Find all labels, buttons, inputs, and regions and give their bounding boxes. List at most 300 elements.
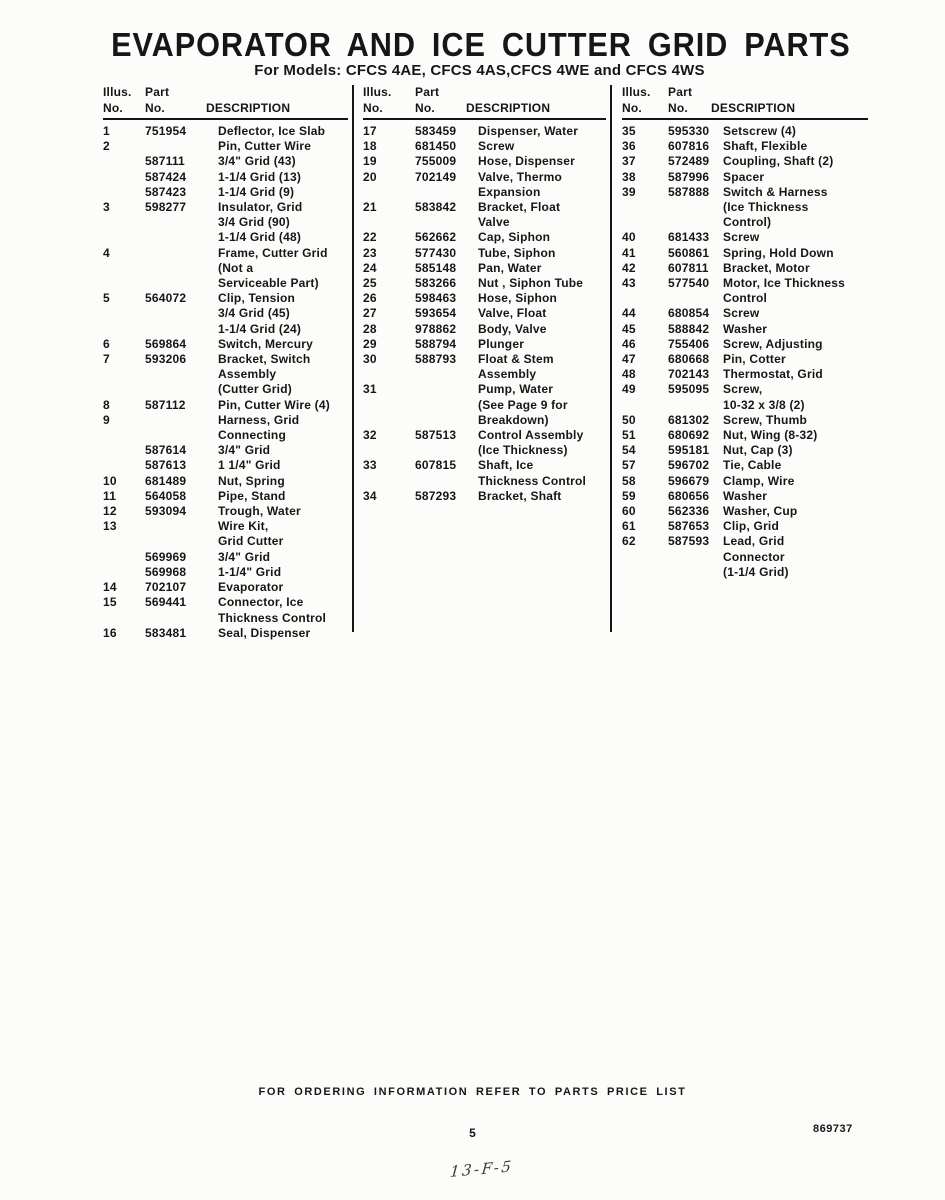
cell-part: 702143 [668,367,710,382]
cell-illus: 59 [622,488,636,503]
cell-illus: 45 [622,321,636,336]
cell-desc: Thermostat, Grid [723,367,823,382]
cell-illus: 32 [363,428,377,443]
cell-part: 598463 [415,291,457,306]
cell-part [145,276,218,291]
cell-desc: (Cutter Grid) [218,382,292,397]
cell-illus: 33 [363,458,377,473]
cell-illus: 8 [103,397,110,412]
cell-illus [622,398,668,413]
cell-desc: Spacer [723,169,765,184]
cell-illus: 36 [622,139,636,154]
cell-illus: 47 [622,352,636,367]
cell-desc: Grid Cutter [218,534,284,549]
table-row [622,337,874,352]
table-row [363,382,609,397]
illus-header: Illus. [622,85,651,99]
table-row [363,443,609,458]
cell-desc: Screw [723,306,760,321]
cell-desc: Screw, [723,382,763,397]
cell-desc: (Not a [218,260,254,275]
cell-part: 587613 [145,458,187,473]
table-row [103,367,351,382]
cell-desc: Hose, Siphon [478,291,558,306]
cell-desc: 10-32 x 3/8 (2) [723,397,805,412]
cell-part [415,413,478,428]
table-row [103,261,351,276]
cell-part [668,291,723,306]
part-header: Part [668,85,693,99]
cell-desc: Clip, Tension [218,291,296,306]
cell-desc: Nut, Wing (8-32) [723,428,818,443]
cell-desc: Pump, Water [478,382,554,397]
cell-part: 560861 [668,245,710,260]
table-row [103,458,351,473]
table-row [103,519,351,534]
cell-desc: Washer [723,321,768,336]
cell-desc: Spring, Hold Down [723,245,834,260]
cell-desc: Clamp, Wire [723,473,795,488]
table-row [622,534,874,549]
cell-desc: 1-1/4 Grid (24) [218,321,302,336]
cell-part: 583266 [415,276,457,291]
description-header: DESCRIPTION [466,101,551,115]
table-row [103,124,351,139]
cell-illus: 17 [363,124,377,138]
cell-illus: 14 [103,580,117,595]
cell-illus [103,458,145,473]
cell-illus: 31 [363,382,377,397]
table-row [363,474,609,489]
cell-part: 569969 [145,549,187,564]
cell-part [668,565,723,580]
cell-illus: 6 [103,336,110,351]
cell-desc: 1 1/4" Grid [218,458,281,473]
cell-desc: Pipe, Stand [218,488,286,503]
cell-part [145,519,218,534]
cell-illus: 20 [363,169,377,184]
cell-illus: 50 [622,412,636,427]
cell-illus: 44 [622,306,636,321]
cell-desc: Wire Kit, [218,519,269,534]
cell-illus [103,443,145,458]
cell-illus: 40 [622,230,636,245]
cell-part [145,246,218,261]
cell-desc: Valve, Float [478,306,547,321]
cell-part: 587593 [668,534,710,549]
column-separator [610,85,612,632]
parts-column-1 [103,84,351,641]
cell-part [145,139,218,154]
table-row [622,124,874,139]
cell-desc: Screw [723,230,760,245]
cell-part: 681450 [415,139,457,154]
cell-desc: Assembly [218,367,277,382]
column-header-line1 [363,84,609,100]
cell-illus: 18 [363,139,377,154]
cell-illus [622,200,668,215]
table-row [622,458,874,473]
cell-desc: Thickness Control [478,473,587,488]
cell-illus [103,382,145,397]
cell-illus [363,185,415,200]
table-row [103,382,351,397]
header-rule [622,118,868,120]
cell-part [415,215,478,230]
cell-illus [103,261,145,276]
cell-desc: Shaft, Ice [478,458,534,473]
cell-part: 595330 [668,124,710,138]
cell-desc: Connector, Ice [218,595,304,610]
cell-desc: Bracket, Switch [218,352,311,367]
cell-desc: Nut, Spring [218,473,285,488]
cell-desc: 3/4 Grid (90) [218,215,290,230]
cell-part [415,367,478,382]
cell-illus: 25 [363,276,377,291]
cell-part [145,382,218,397]
table-row [363,215,609,230]
table-row [622,200,874,215]
cell-desc: (Ice Thickness) [478,443,568,458]
cell-part: 588842 [668,321,710,336]
cell-desc: Dispenser, Water [478,124,579,138]
parts-rows [103,124,351,641]
cell-illus [103,322,145,337]
table-row [363,139,609,154]
cell-part: 569864 [145,336,187,351]
cell-part: 583842 [415,200,457,215]
cell-desc: Tube, Siphon [478,245,556,260]
cell-desc: Setscrew (4) [723,124,797,138]
cell-part: 587653 [668,519,710,534]
cell-illus [103,230,145,245]
cell-part: 595095 [668,382,710,397]
table-row [622,367,874,382]
description-header: DESCRIPTION [206,101,291,115]
cell-part [668,200,723,215]
cell-desc: Cap, Siphon [478,230,551,245]
cell-illus: 13 [103,519,117,534]
cell-illus [363,413,415,428]
cell-desc: Screw, Adjusting [723,336,823,351]
cell-illus: 19 [363,154,377,169]
cell-desc: Pan, Water [478,260,542,275]
cell-part: 755009 [415,154,457,169]
cell-desc: Washer, Cup [723,504,798,519]
cell-desc: Valve, Thermo [478,169,562,184]
ordering-note: FOR ORDERING INFORMATION REFER TO PARTS PRICE LIST [258,1086,687,1098]
cell-desc: 3/4 Grid (45) [218,306,290,321]
cell-desc: Insulator, Grid [218,200,303,215]
cell-illus: 26 [363,291,377,306]
column-header-line2 [103,100,351,116]
page-title: EVAPORATOR AND ICE CUTTER GRID PARTS [111,26,851,63]
table-row [103,352,351,367]
cell-desc: Control Assembly [478,428,584,443]
table-row [622,230,874,245]
cell-illus: 62 [622,534,636,549]
cell-illus: 10 [103,473,117,488]
table-row [363,246,609,261]
cell-desc: 3/4" Grid [218,549,271,564]
cell-desc: Bracket, Motor [723,260,810,275]
table-row [363,367,609,382]
table-row [103,276,351,291]
header-rule [363,118,606,120]
table-row [103,443,351,458]
cell-desc: Breakdown) [478,412,549,427]
cell-illus: 29 [363,336,377,351]
cell-illus [363,474,415,489]
cell-part [145,215,218,230]
cell-desc: Connector [723,549,785,564]
table-row [363,276,609,291]
part-no-header: No. [145,101,165,115]
cell-desc: Lead, Grid [723,534,785,549]
cell-part [415,398,478,413]
cell-part: 751954 [145,124,187,138]
table-row [103,428,351,443]
cell-part: 755406 [668,336,710,351]
cell-part: 587293 [415,488,457,503]
cell-part: 593206 [145,352,187,367]
table-row [622,154,874,169]
cell-desc: Evaporator [218,580,284,595]
table-row [103,306,351,321]
cell-illus [103,306,145,321]
cell-illus: 54 [622,443,636,458]
cell-part [668,550,723,565]
cell-illus: 35 [622,124,636,138]
cell-part [145,534,218,549]
table-row [103,595,351,610]
table-row [103,504,351,519]
cell-desc: Coupling, Shaft (2) [723,154,834,169]
cell-desc: (Ice Thickness [723,200,809,215]
cell-desc: Bracket, Float [478,200,561,215]
cell-desc: Control) [723,215,772,230]
table-row [103,322,351,337]
cell-illus: 58 [622,473,636,488]
table-row [363,170,609,185]
cell-part: 564072 [145,291,187,306]
cell-part: 680656 [668,488,710,503]
cell-part: 587513 [415,428,457,443]
table-row [363,398,609,413]
cell-part: 577430 [415,245,457,260]
cell-part: 577540 [668,276,710,291]
cell-illus [363,443,415,458]
cell-illus [103,534,145,549]
table-row [622,261,874,276]
cell-desc: Pin, Cutter Wire [218,139,312,154]
cell-part: 587996 [668,169,710,184]
cell-desc: Tie, Cable [723,458,782,473]
table-row [363,322,609,337]
cell-illus [103,611,145,626]
cell-part: 564058 [145,488,187,503]
table-row [363,154,609,169]
table-row [363,230,609,245]
cell-desc: 1-1/4 Grid (9) [218,184,295,199]
table-row [103,611,351,626]
cell-part: 978862 [415,321,457,336]
cell-desc: Pin, Cotter [723,352,786,367]
cell-illus [103,565,145,580]
cell-part: 680854 [668,306,710,321]
table-row [103,170,351,185]
part-header: Part [415,85,440,99]
cell-desc: Motor, Ice Thickness [723,276,846,291]
cell-illus: 24 [363,260,377,275]
cell-desc: 1-1/4 Grid (48) [218,230,302,245]
cell-part [668,398,723,413]
cell-desc: Harness, Grid [218,412,300,427]
cell-part: 595181 [668,443,710,458]
cell-illus: 41 [622,245,636,260]
table-row [103,154,351,169]
table-row [622,139,874,154]
table-row [622,519,874,534]
cell-illus: 7 [103,352,110,367]
table-row [363,200,609,215]
part-header: Part [145,85,170,99]
cell-part: 598277 [145,200,187,215]
cell-part: 583459 [415,124,457,138]
table-row [622,474,874,489]
handwritten-mark: 13-F-5 [449,1157,515,1181]
cell-illus: 46 [622,336,636,351]
cell-illus: 51 [622,428,636,443]
table-row [363,337,609,352]
table-row [622,565,874,580]
cell-part: 583481 [145,625,187,640]
cell-illus: 11 [103,488,117,503]
cell-illus: 16 [103,625,117,640]
table-row [622,489,874,504]
table-row [103,185,351,200]
cell-part: 680692 [668,428,710,443]
cell-part: 681302 [668,412,710,427]
cell-desc: Assembly [478,367,537,382]
parts-column-3 [622,84,874,580]
cell-part [145,611,218,626]
cell-part [415,382,478,397]
table-row [622,170,874,185]
cell-part: 587888 [668,184,710,199]
cell-desc: (1-1/4 Grid) [723,564,789,579]
cell-part [415,443,478,458]
cell-part: 569968 [145,564,187,579]
cell-illus: 57 [622,458,636,473]
column-header-line2 [363,100,609,116]
cell-part [415,474,478,489]
cell-desc: Switch & Harness [723,184,828,199]
cell-part: 596702 [668,458,710,473]
table-row [103,398,351,413]
table-row [622,382,874,397]
table-row [103,550,351,565]
cell-illus: 27 [363,306,377,321]
page-number: 5 [469,1126,476,1140]
cell-illus [103,154,145,169]
table-row [363,458,609,473]
cell-desc: (See Page 9 for [478,397,568,412]
cell-illus: 5 [103,291,110,306]
cell-part: 593094 [145,504,187,519]
table-row [103,215,351,230]
cell-illus [103,276,145,291]
cell-desc: Body, Valve [478,321,547,336]
cell-desc: 3/4" Grid [218,443,271,458]
cell-desc: Nut , Siphon Tube [478,276,584,291]
cell-part [145,261,218,276]
table-row [103,200,351,215]
cell-desc: Expansion [478,184,541,199]
cell-desc: Seal, Dispenser [218,625,311,640]
cell-part: 587614 [145,443,187,458]
cell-illus: 60 [622,504,636,519]
cell-part [145,413,218,428]
cell-desc: Connecting [218,428,286,443]
cell-part: 562336 [668,504,710,519]
cell-illus [103,185,145,200]
cell-desc: Frame, Cutter Grid [218,245,328,260]
cell-desc: Screw, Thumb [723,412,807,427]
illus-no-header: No. [103,101,123,115]
table-row [622,352,874,367]
cell-illus: 9 [103,412,110,427]
table-row [363,124,609,139]
table-row [103,565,351,580]
illus-no-header: No. [622,101,642,115]
cell-illus [103,170,145,185]
table-row [622,246,874,261]
cell-illus: 2 [103,139,110,154]
cell-illus: 12 [103,504,117,519]
cell-part [145,322,218,337]
part-no-header: No. [415,101,435,115]
cell-part: 681433 [668,230,710,245]
cell-desc: Trough, Water [218,504,301,519]
table-row [622,443,874,458]
cell-part: 702107 [145,580,187,595]
cell-part: 587424 [145,169,187,184]
cell-part: 585148 [415,260,457,275]
table-row [363,489,609,504]
illus-header: Illus. [103,85,132,99]
column-header-line2 [622,100,874,116]
cell-illus: 39 [622,184,636,199]
cell-desc: Serviceable Part) [218,276,319,291]
cell-part: 681489 [145,473,187,488]
cell-illus [103,215,145,230]
cell-illus [622,215,668,230]
cell-illus: 3 [103,200,110,215]
cell-illus [622,565,668,580]
table-row [103,230,351,245]
illus-header: Illus. [363,85,392,99]
cell-illus: 43 [622,276,636,291]
table-row [622,291,874,306]
cell-part: 588793 [415,352,457,367]
cell-illus: 4 [103,245,110,260]
cell-illus [103,367,145,382]
cell-desc: Hose, Dispenser [478,154,576,169]
cell-illus: 49 [622,382,636,397]
cell-part: 596679 [668,473,710,488]
table-row [363,306,609,321]
